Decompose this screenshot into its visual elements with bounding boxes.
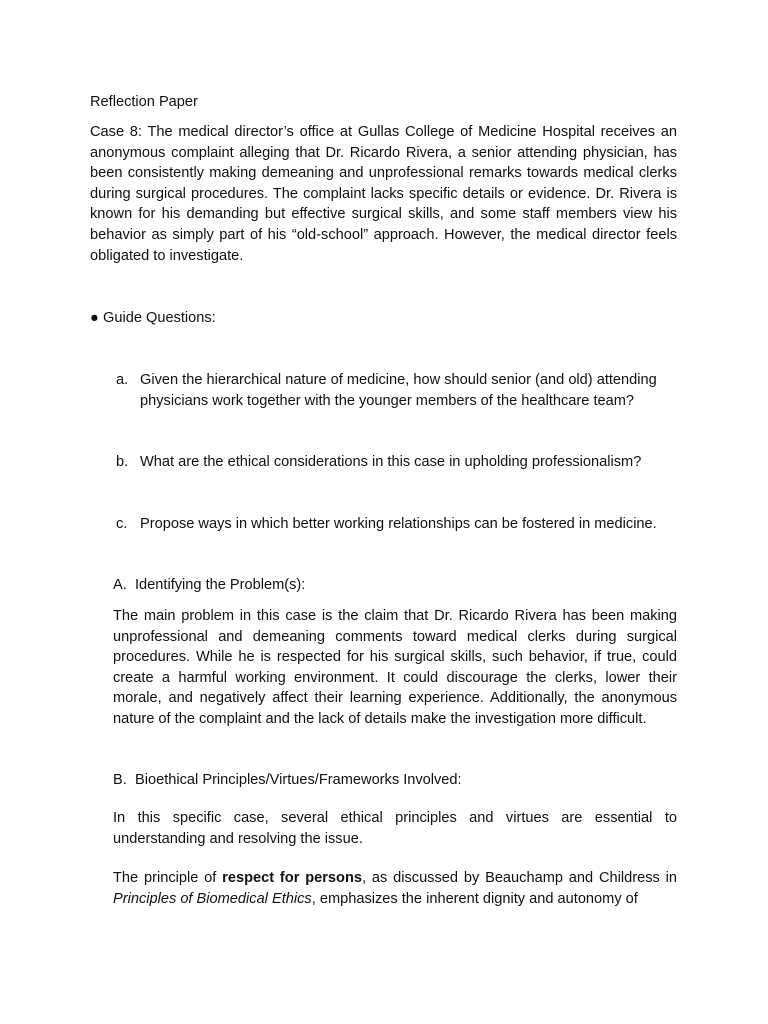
section-heading-text: Identifying the Problem(s): <box>135 577 306 593</box>
section-b-paragraph-1: In this specific case, several ethical principles and virtues are essential to understanding and resolving the issue. <box>113 810 677 847</box>
section-heading-text: Bioethical Principles/Virtues/Frameworks Involved: <box>135 772 462 788</box>
case-description: Case 8: The medical director’s office at Gullas College of Medicine Hospital receives an anonymous complaint alleging that Dr. Ricardo Rivera, a senior attending physician, has been consistently making demeaning and unprofessional remarks towards medical clerks during surgical procedures. The complaint lacks specific details or evidence. Dr. Rivera is known for his demanding but effective surgical skills, and some staff members view his behavior as simply part of his “old-school” approach. However, the medical director feels obligated to investigate. <box>90 124 677 264</box>
question-a <box>116 370 681 411</box>
paragraph-tail: , emphasizes the inherent dignity and autonomy of <box>311 890 638 907</box>
section-b-paragraph-2 <box>113 868 677 909</box>
question-c <box>116 514 681 535</box>
guide-questions-label: Guide Questions: <box>103 310 216 326</box>
question-marker: b. <box>116 454 129 470</box>
bold-term: respect for persons <box>222 870 362 886</box>
guide-questions-heading <box>90 308 490 329</box>
paragraph-lead: The principle of <box>113 870 223 886</box>
book-title: Principles of Biomedical Ethics <box>113 890 312 907</box>
question-marker: a. <box>116 372 129 388</box>
section-marker: B. <box>113 772 127 788</box>
section-b-heading <box>113 770 613 791</box>
section-a-paragraph: The main problem in this case is the claim that Dr. Ricardo Rivera has been making unprofessional and demeaning comments toward medical clerks during surgical procedures. While he is respected for his surgical skills, such behavior, if true, could create a harmful working environment. It could discourage the clerks, lower their morale, and negatively affect their learning experience. Additionally, the anonymous nature of the complaint and the lack of details make the investigation more difficult. <box>113 608 677 727</box>
section-marker: A. <box>113 577 127 593</box>
question-text: What are the ethical considerations in this case in upholding professionalism? <box>140 454 642 470</box>
question-marker: c. <box>116 516 128 532</box>
document-title: Reflection Paper <box>90 94 198 110</box>
question-text: Given the hierarchical nature of medicine, how should senior (and old) attending physicians work together with the younger members of the healthcare team? <box>140 372 657 409</box>
question-text: Propose ways in which better working relationships can be fostered in medicine. <box>140 516 657 532</box>
bullet-icon: ● <box>90 310 99 326</box>
section-a-heading <box>113 575 613 596</box>
question-b <box>116 452 681 473</box>
paragraph-middle: , as discussed by Beauchamp and Childress in <box>361 870 677 886</box>
